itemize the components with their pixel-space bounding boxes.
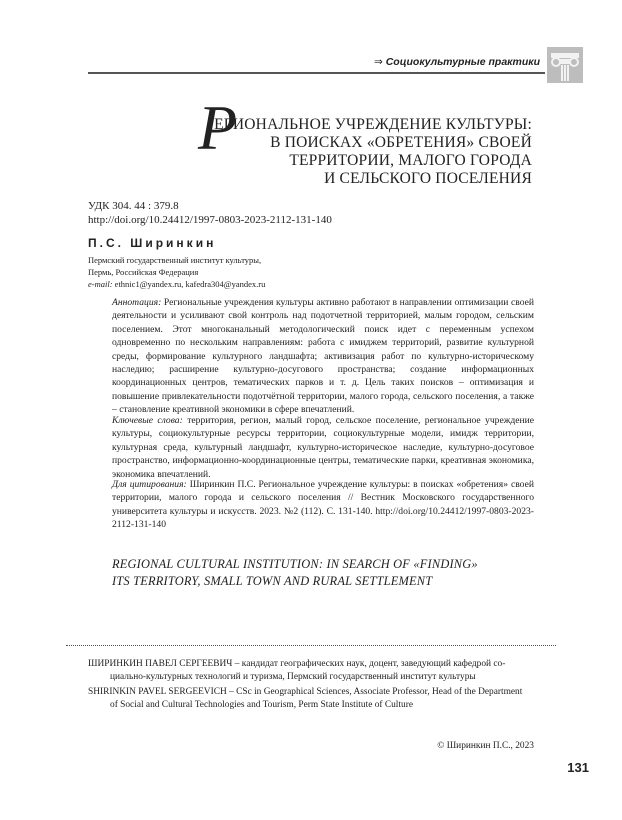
citation-label: Для цитирования: [112,479,187,490]
bio-en-rest: of Social and Cultural Technologies and Tourism, Perm State Institute of Culture [110,700,413,710]
dotted-divider [66,645,556,646]
doi-link[interactable]: http://doi.org/10.24412/1997-0803-2023-2112-131-140 [88,214,332,226]
citation-text: Ширинкин П.С. Региональное учреждение культуры: в поисках «обретения» своей территории, малого города и сельского поселения // Вестник Московского государственного университета культуры и искусств. 2023. №2 (112). С. 131-140. http://doi.org/10.24412/1997-0803-2023-2112-131-140 [112,479,534,531]
author-bio-ru [88,658,536,684]
english-title [112,556,552,590]
bio-ru-first: ШИРИНКИН ПАВЕЛ СЕРГЕЕВИЧ – кандидат географических наук, доцент, заведующий кафедрой со- [88,659,506,669]
citation [112,478,534,532]
abstract-text: Региональные учреждения культуры активно работают в направлении оптимизации своей деятельности и усиливают свой контроль над подотчетной территорией, малым городом, сельским поселением. Этот многоканальный методологический поиск идет с переменным успехом одновременно по нескольким направлениям: работа с имиджем территорий, развитие культурной среды, формирование культурного ландшафта; активизация работ по культурно-историческому наследию; расширение культурно-досугового пространства; создание информационных координационных центров, тематических парков и т. д. Цель таких поисков – оптимизация и повышение привлекательности подотчётной территории, малого города, сельского поселения, а также – становление креативной экономики в сфере впечатлений. [112,297,534,416]
title-line: ЕГИОНАЛЬНОЕ УЧРЕЖДЕНИЕ КУЛЬТУРЫ: [214,116,532,133]
author-affiliation: Пермский государственный институт культуры, [88,255,262,265]
title-initial: Р [198,92,238,163]
english-title-line: REGIONAL CULTURAL INSTITUTION: IN SEARCH OF «FINDING» [112,557,478,571]
abstract-label: Аннотация: [112,297,162,308]
abstract [112,296,534,417]
title-line: ТЕРРИТОРИИ, МАЛОГО ГОРОДА [289,152,532,169]
arrow-icon: ⇒ [373,56,383,68]
author-email [88,279,265,289]
title-line: В ПОИСКАХ «ОБРЕТЕНИЯ» СВОЕЙ [270,134,532,151]
title-line: И СЕЛЬСКОГО ПОСЕЛЕНИЯ [324,170,532,187]
author-name: П.С. Ширинкин [88,236,217,250]
email-address[interactable]: ethnic1@yandex.ru, kafedra304@yandex.ru [112,279,266,289]
email-label: e-mail: [88,279,113,289]
page-number: 131 [567,760,589,775]
author-bio-en [88,686,536,712]
keywords [112,414,534,481]
running-header [360,56,540,68]
page-title [172,116,532,188]
english-title-line: ITS TERRITORY, SMALL TOWN AND RURAL SETTLEMENT [112,574,433,588]
bio-en-first: SHIRINKIN PAVEL SERGEEVICH – CSc in Geographical Sciences, Associate Professor, Head of the Department [88,687,523,697]
header-rule [88,72,545,74]
author-city: Пермь, Российская Федерация [88,267,199,277]
keywords-text: территория, регион, малый город, сельское поселение, региональное учреждение культуры, социокультурные ресурсы территории, социокультурные модели, имидж территории, культурная среда, культурный ландшафт, культурно-историческое наследие, культурно-досуговое пространство, информационно-координационные центры, тематические парки, креативная экономика, экономика впечатлений. [112,415,534,480]
bio-ru-rest: циально-культурных технологий и туризма, Пермский государственный институт культуры [110,672,476,682]
copyright: © Ширинкин П.С., 2023 [437,741,534,751]
column-capital-icon [547,47,583,83]
section-title: Социокультурные практики [385,56,540,68]
keywords-label: Ключевые слова: [112,415,183,426]
udk-code: УДК 304. 44 : 379.8 [88,200,179,212]
